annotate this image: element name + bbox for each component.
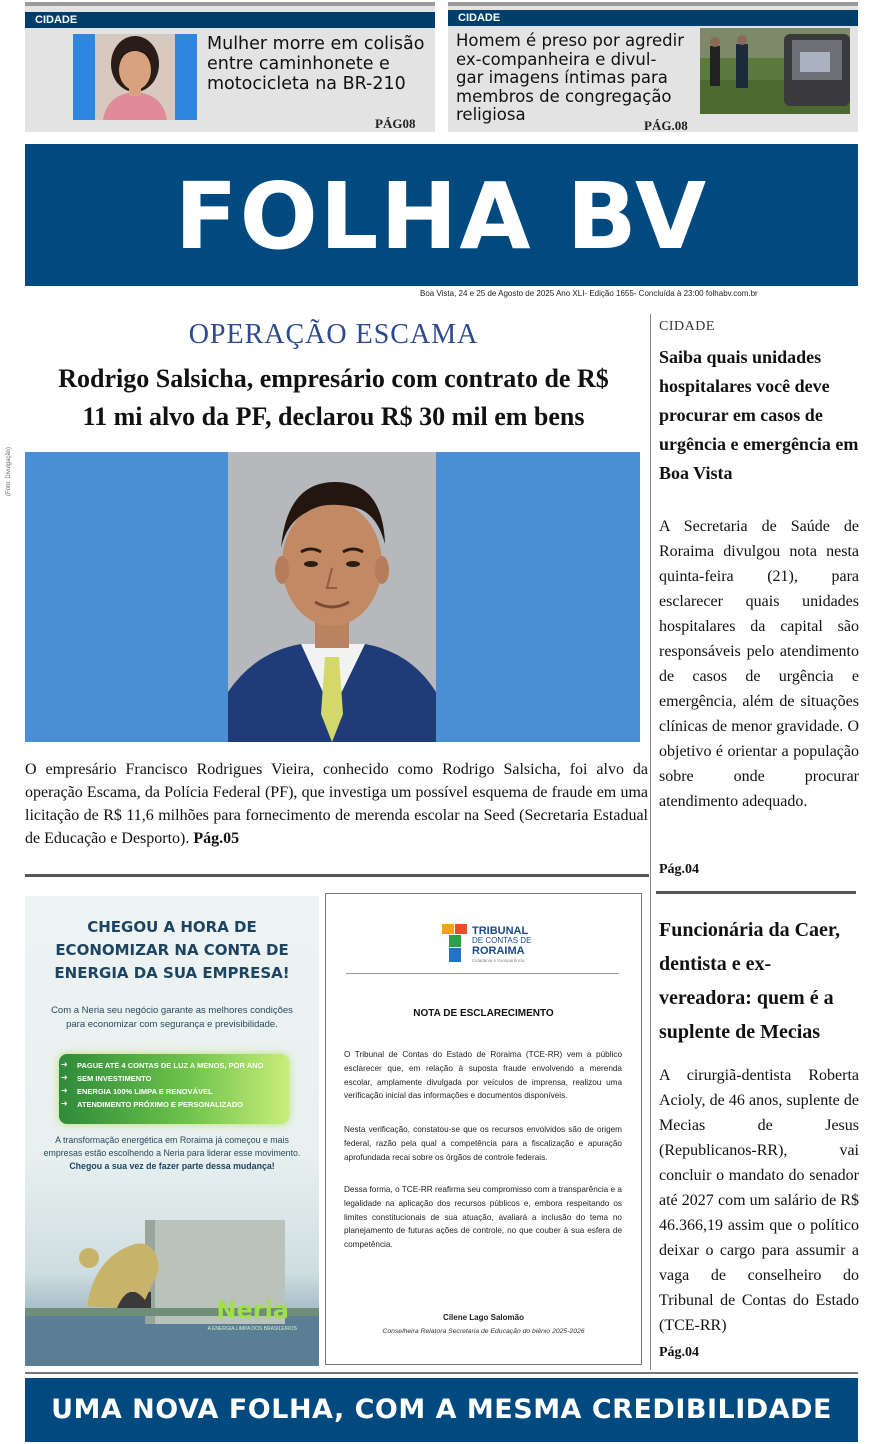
teaser-headline	[207, 34, 432, 94]
notice-signature: Cilene Lago Salomão	[443, 1313, 524, 1322]
notice-paragraph: Nesta verificação, constatou-se que os recursos envolvidos são de origem federal, razão pela qual a competência para a fiscalização e apuração aprofundada recai sobre os órgãos de controle federais.	[344, 1125, 622, 1162]
teaser-photo	[73, 34, 197, 120]
tce-logo-text	[472, 926, 531, 966]
neria-tagline: A ENERGIA LIMPA DOS BRASILEIROS	[207, 1326, 297, 1332]
headline-line: ex-companheira e divul-	[456, 49, 657, 69]
org-tagline: Cidadania e transparência	[472, 958, 525, 963]
teaser-top-rule	[448, 2, 858, 6]
headline-line: motocicleta na BR-210	[207, 74, 406, 94]
monument-illustration	[25, 1196, 319, 1366]
main-story-kicker: OPERAÇÃO ESCAMA	[188, 319, 479, 350]
arrow-icon: ➜	[61, 1099, 68, 1108]
teaser-headline	[456, 32, 701, 125]
woman-portrait-image	[73, 34, 197, 120]
headline-line: Rodrigo Salsicha, empresário com contrato de R$	[58, 364, 609, 393]
column-divider	[650, 314, 651, 1370]
ad-subtitle: Com a Neria seu negócio garante as melhores condições para economizar com segurança e previsibilidade.	[51, 1005, 293, 1030]
headline-line: Homem é preso por agredir	[456, 31, 685, 50]
dateline: Boa Vista, 24 e 25 de Agosto de 2025 Ano XLI- Edição 1655- Concluída à 23:00 folhabv.com.br	[420, 289, 758, 298]
side-divider	[656, 891, 856, 894]
arrow-icon: ➜	[61, 1073, 68, 1082]
teaser-box-2[interactable]	[448, 2, 858, 132]
notice-paragraph: Dessa forma, o TCE-RR reafirma seu compromisso com a transparência e a legalidade na aplicação dos recursos públicos e, embora respeitando os limites constitucionais de sua atuação, avaliará a inclusão do tema no planejamento de futuras ações de controle, no que couber à sua esfera de competência.	[344, 1185, 622, 1250]
org-line: DE CONTAS DE	[472, 936, 532, 945]
neria-logo: Neria	[216, 1296, 289, 1324]
neria-advertisement[interactable]	[25, 896, 319, 1366]
side-story-1-body: A Secretaria de Saúde de Roraima divulgou nota nesta quinta-feira (21), para esclarecer quais unidades hospitalares da capital são responsáveis pelo atendimento de casos de urgência e emergência, além de situações clínicas de menor gravidade. O objetivo é orientar a população sobre onde procurar atendimento adequado.	[659, 518, 859, 810]
side-story-1-page-ref[interactable]: Pág.04	[659, 862, 700, 877]
footer-banner	[25, 1378, 858, 1442]
headline-line: entre caminhonete e	[207, 54, 390, 74]
ad-benefit: ATENDIMENTO PRÓXIMO E PERSONALIZADO	[77, 1100, 243, 1109]
main-story-photo[interactable]	[25, 452, 640, 742]
tce-logo-icon	[442, 924, 468, 964]
main-story-page-ref[interactable]: Pág.05	[193, 830, 240, 847]
businessman-portrait-image	[25, 452, 640, 742]
ad-title-line: ECONOMIZAR NA CONTA DE	[55, 941, 289, 959]
arrow-icon: ➜	[61, 1086, 68, 1095]
notice-title: NOTA DE ESCLARECIMENTO	[413, 1008, 554, 1019]
teaser-top-rule	[25, 2, 435, 6]
ad-benefit: ENERGIA 100% LIMPA E RENOVÁVEL	[77, 1087, 213, 1096]
section-divider	[25, 874, 649, 877]
footer-slogan: UMA NOVA FOLHA, COM A MESMA CREDIBILIDADE	[51, 1394, 832, 1425]
headline-line: gar imagens íntimas para	[456, 68, 668, 87]
tribunal-notice[interactable]	[325, 893, 642, 1365]
headline-line: membros de congregação	[456, 86, 672, 106]
headline-line: 11 mi alvo da PF, declarou R$ 30 mil em bens	[82, 402, 585, 431]
ad-cta: Chegou a sua vez de fazer parte dessa mudança!	[69, 1161, 275, 1171]
ad-benefit: PAGUE ATÉ 4 CONTAS DE LUZ A MENOS, POR ANO	[77, 1061, 264, 1070]
main-story-body	[25, 758, 648, 850]
headline-line: religiosa	[456, 105, 526, 124]
teaser-photo	[700, 28, 850, 114]
org-line: RORAIMA	[472, 945, 525, 957]
ad-title	[35, 916, 309, 985]
teaser-page-ref[interactable]: PÁG.08	[644, 118, 688, 133]
main-story-headline[interactable]	[25, 360, 642, 436]
ad-text	[39, 1134, 305, 1173]
side-story-kicker: CIDADE	[659, 319, 715, 334]
arrow-icon: ➜	[61, 1060, 68, 1069]
teaser-kicker: CIDADE	[25, 12, 435, 28]
newspaper-name[interactable]: FOLHA BV	[174, 163, 709, 270]
side-story-2-page-ref[interactable]: Pág.04	[659, 1345, 700, 1360]
teaser-box-1[interactable]	[25, 2, 435, 132]
side-story-2-headline[interactable]: Funcionária da Caer, dentista e ex-vereadora: quem é a suplente de Mecias	[659, 919, 840, 1043]
footer-top-rule	[25, 1372, 858, 1374]
notice-signatory-role: Conselheira Relatora Secretaria de Educação do biênio 2025-2026	[382, 1328, 585, 1335]
ad-benefit: SEM INVESTIMENTO	[77, 1074, 152, 1083]
org-line: TRIBUNAL	[472, 925, 529, 937]
ad-title-line: CHEGOU A HORA DE	[87, 918, 257, 936]
arrest-scene-image	[700, 28, 850, 114]
headline-line: Mulher morre em colisão	[207, 34, 425, 54]
main-story-text: O empresário Francisco Rodrigues Vieira, conhecido como Rodrigo Salsicha, foi alvo da operação Escama, da Polícia Federal (PF), que investiga um possível esquema de fraude em uma licitação de R$ 11,6 milhões para fornecimento de merenda escolar na Seed (Secretaria Estadual de Educação e Desporto).	[25, 761, 648, 847]
side-story-1-headline[interactable]: Saiba quais unidades hospitalares você deve procurar em casos de urgência e emergência em Boa Vista	[659, 347, 859, 483]
side-story-2-body: A cirurgiã-dentista Roberta Acioly, de 46 anos, suplente de Mecias de Jesus (Republicanos-RR), vai concluir o mandato do senador até 2027 com um salário de R$ 46.366,19 assim que o político deixar o cargo para assumir a vaga de conselheiro do Tribunal de Contas do Estado (TCE-RR)	[659, 1067, 859, 1334]
teaser-page-ref[interactable]: PÁG08	[375, 116, 416, 131]
ad-title-line: ENERGIA DA SUA EMPRESA!	[54, 964, 290, 982]
teaser-kicker: CIDADE	[448, 10, 858, 26]
photo-credit: (Foto: Divulgação)	[6, 446, 12, 496]
notice-paragraph: O Tribunal de Contas do Estado de Roraima (TCE-RR) vem a público esclarecer que, em relação à suposta fraude envolvendo a merenda escolar, amplamente divulgada por veículos de imprensa, realizou uma verificação inicial das informações e documentos disponíveis.	[344, 1050, 622, 1101]
notice-header-rule	[346, 973, 619, 974]
ad-paragraph: A transformação energética em Roraima já começou e mais empresas estão escolhendo a Neria para liderar esse movimento.	[43, 1135, 301, 1158]
masthead	[25, 144, 858, 286]
